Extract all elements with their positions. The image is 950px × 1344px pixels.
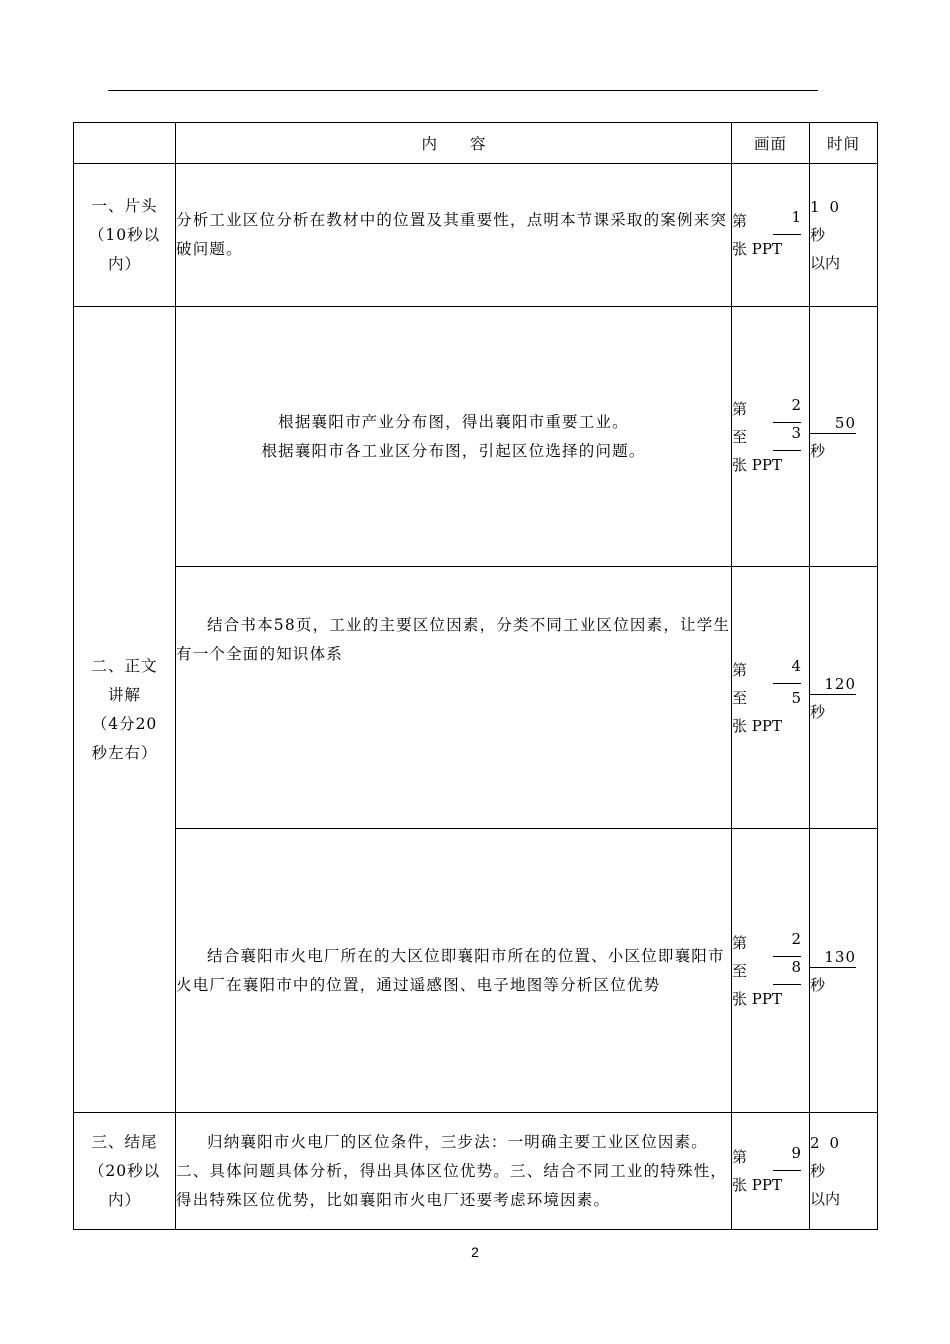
table-header-row [74, 123, 878, 164]
content-text: 根据襄阳市产业分布图，得出襄阳市重要工业。 [278, 412, 629, 431]
time-intro [810, 164, 878, 307]
slide-range-ending [732, 1113, 810, 1230]
slide-from: 4 [773, 656, 801, 684]
table-row-body-3 [74, 829, 878, 1113]
time-unit: 秒 [810, 975, 826, 994]
section-ending [74, 1113, 176, 1230]
header-content: 内 容 [176, 123, 732, 164]
section-line: （20秒以 [88, 1161, 161, 1180]
time-unit: 秒 [810, 441, 826, 460]
content-text: 归纳襄阳市火电厂的区位条件，三步法：一明确主要工业区位因素。二、具体问题具体分析，得出具体区位优势。三、结合不同工业的特殊性，得出特殊区位优势，比如襄阳市火电厂还要考虑环境因素。 [176, 1132, 728, 1209]
slide-range-body-1 [732, 307, 810, 567]
slide-label: 至 [732, 427, 748, 446]
slide-suffix: 张 PPT [732, 455, 782, 474]
time-ending [810, 1113, 878, 1230]
slide-label: 第 [732, 660, 748, 679]
slide-suffix: 张 PPT [732, 989, 782, 1008]
header-slide: 画面 [732, 123, 810, 164]
time-body-1 [810, 307, 878, 567]
table-row-body-2 [74, 567, 878, 829]
slide-range-body-3 [732, 829, 810, 1113]
slide-label: 第 [732, 399, 748, 418]
section-line: 一、片头 [91, 196, 158, 215]
table-row-intro [74, 164, 878, 307]
content-body-3 [176, 829, 732, 1113]
slide-range-intro [732, 164, 810, 307]
content-text: 结合书本58页，工业的主要区位因素，分类不同工业区位因素，让学生有一个全面的知识体系 [176, 616, 731, 663]
slide-to: 8 [773, 957, 801, 985]
content-body-2 [176, 567, 732, 829]
time-value: 10 秒 [810, 198, 850, 244]
content-ending [176, 1113, 732, 1230]
slide-suffix: 张 PPT [732, 1176, 782, 1194]
section-line: 二、正文 [91, 656, 158, 675]
header-rule [108, 90, 818, 91]
page-number: 2 [471, 1244, 479, 1260]
slide-label: 第 [732, 1148, 748, 1166]
slide-from: 1 [773, 207, 801, 235]
slide-from: 2 [773, 929, 801, 957]
section-line: 三、结尾 [91, 1132, 158, 1151]
slide-from: 2 [773, 395, 801, 423]
content-text: 分析工业区位分析在教材中的位置及其重要性，点明本节课采取的案例来突破问题。 [176, 211, 728, 258]
section-line: 内） [107, 1190, 141, 1209]
table-row-ending [74, 1113, 878, 1230]
time-unit: 秒 [810, 702, 826, 721]
time-value: 120 [810, 674, 856, 695]
time-unit: 以内 [810, 1190, 841, 1208]
content-text: 根据襄阳市各工业区分布图，引起区位选择的问题。 [261, 441, 646, 460]
lesson-script-table [73, 122, 878, 1230]
slide-range-body-2 [732, 567, 810, 829]
time-unit: 以内 [810, 254, 841, 272]
time-body-3 [810, 829, 878, 1113]
time-value: 130 [810, 947, 856, 968]
section-body [74, 307, 176, 1113]
content-intro [176, 164, 732, 307]
section-line: 内） [107, 254, 141, 273]
time-value: 50 [810, 413, 856, 434]
slide-suffix: 张 PPT [732, 716, 782, 735]
section-line: 秒左右） [91, 743, 158, 762]
slide-to: 3 [773, 423, 801, 451]
slide-label: 至 [732, 688, 748, 707]
slide-label: 至 [732, 961, 748, 980]
content-text: 结合襄阳市火电厂所在的大区位即襄阳市所在的位置、小区位即襄阳市火电厂在襄阳市中的位置，通过遥感图、电子地图等分析区位优势 [176, 946, 725, 994]
section-intro [74, 164, 176, 307]
slide-from: 9 [773, 1143, 801, 1171]
header-time: 时间 [810, 123, 878, 164]
time-body-2 [810, 567, 878, 829]
slide-label: 第 [732, 212, 748, 230]
slide-suffix: 张 PPT [732, 240, 782, 258]
section-line: 讲解 [107, 685, 141, 704]
table-row-body-1 [74, 307, 878, 567]
header-section-cell [74, 123, 176, 164]
section-line: （10秒以 [88, 225, 161, 244]
section-line: （4分20 [91, 714, 158, 733]
slide-label: 第 [732, 933, 748, 952]
content-body-1 [176, 307, 732, 567]
slide-to: 5 [791, 688, 801, 707]
time-value: 20 秒 [810, 1134, 850, 1180]
